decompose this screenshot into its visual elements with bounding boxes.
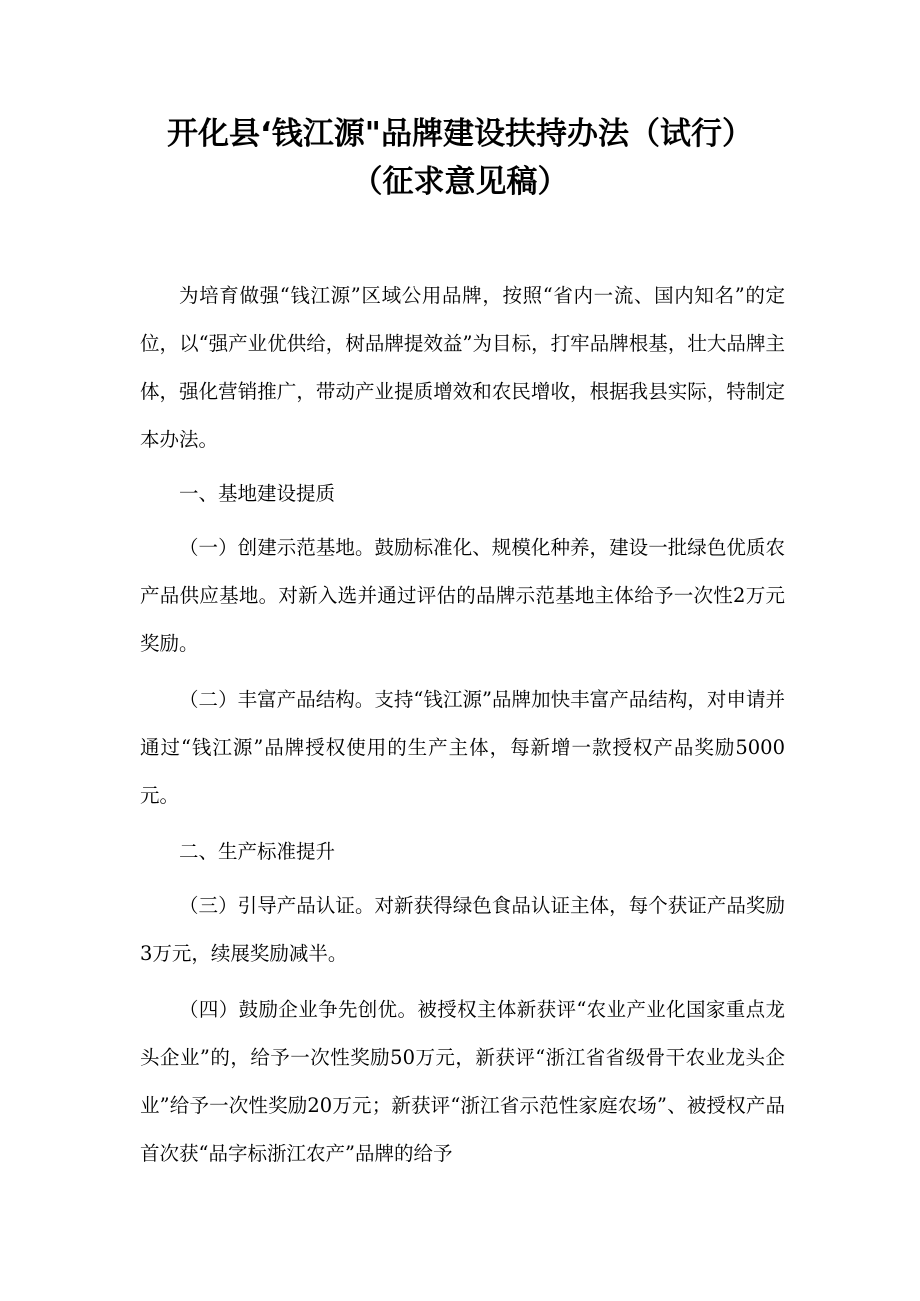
document-body — [140, 272, 785, 1178]
section-heading-1: 一、基地建设提质 — [179, 482, 336, 505]
document-title: 开化县‘钱江源"品牌建设扶持办法（试行） — [167, 116, 753, 152]
intro-paragraph: 为培育做强“钱江源”区域公用品牌，按照“省内一流、国内知名”的定位，以“强产业优供给，树品牌提效益”为目标，打牢品牌根基，壮大品牌主体，强化营销推广，带动产业提质增效和农民增收，根据我县实际，特制定本办法。 — [140, 284, 785, 451]
section-heading-2: 二、生产标准提升 — [179, 840, 336, 863]
clause-paragraph-4: （四）鼓励企业争先创优。被授权主体新获评“农业产业化国家重点龙头企业”的，给予一次性奖励50万元，新获评“浙江省省级骨干农业龙头企业”给予一次性奖励20万元；新获评“浙江省示范性家庭农场”、被授权产品首次获“品字标浙江农产”品牌的给予 — [140, 998, 785, 1165]
clause-paragraph-1: （一）创建示范基地。鼓励标准化、规模化种养，建设一批绿色优质农产品供应基地。对新入选并通过评估的品牌示范基地主体给予一次性2万元奖励。 — [140, 536, 785, 655]
document-subtitle: （征求意见稿） — [351, 164, 569, 200]
clause-paragraph-3: （三）引导产品认证。对新获得绿色食品认证主体，每个获证产品奖励3万元，续展奖励减半。 — [140, 894, 785, 965]
clause-paragraph-2: （二）丰富产品结构。支持“钱江源”品牌加快丰富产品结构，对申请并通过“钱江源”品牌授权使用的生产主体，每新增一款授权产品奖励5000元。 — [140, 688, 785, 807]
